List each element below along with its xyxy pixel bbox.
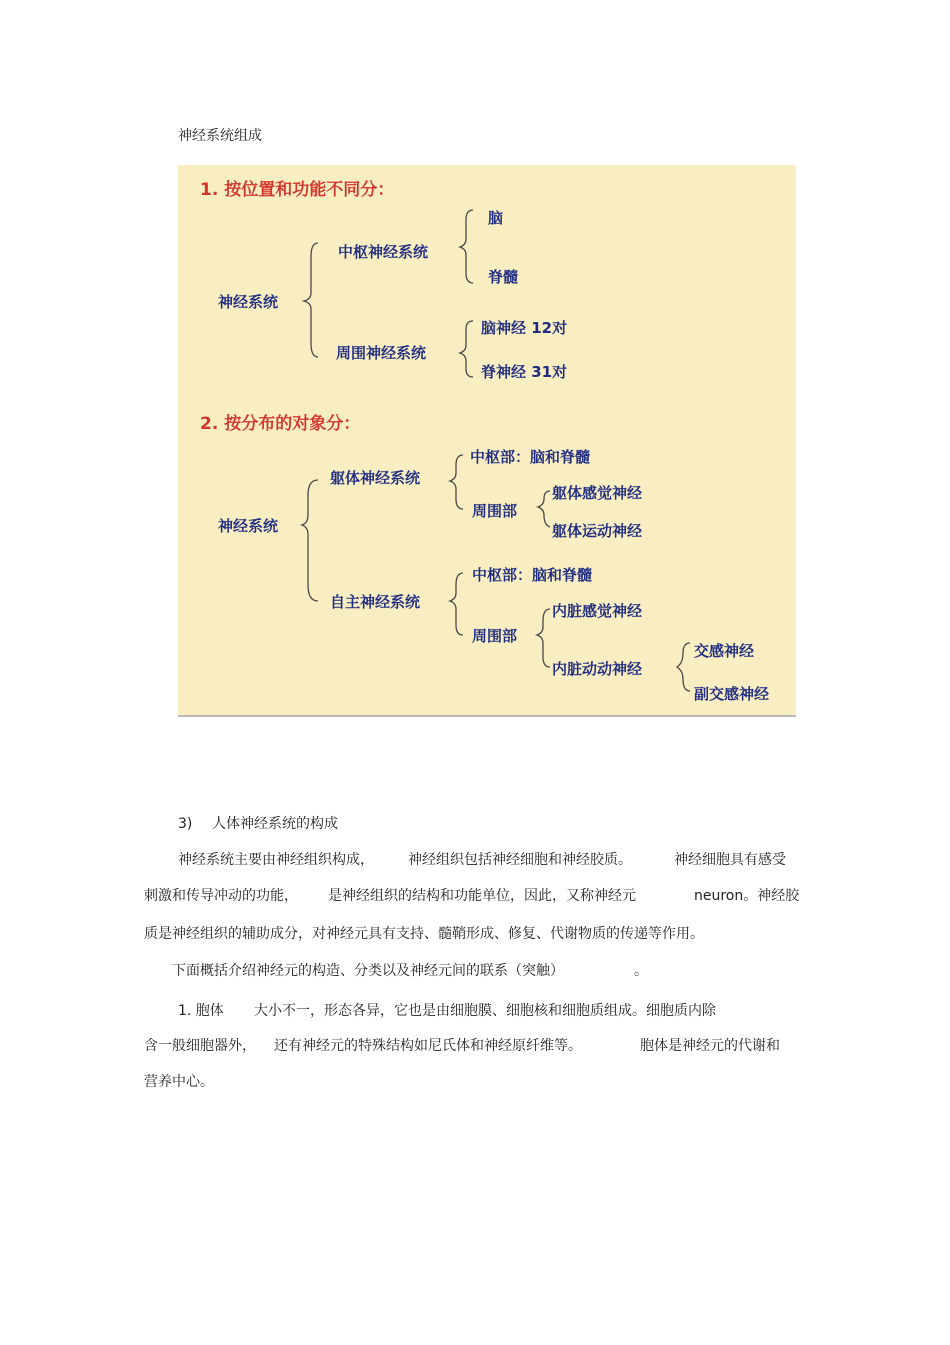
d2-somatic-peripheral: 周围部 bbox=[472, 502, 518, 520]
para3-line2-b: 还有神经元的特殊结构如尼氏体和神经原纤维等。 bbox=[274, 1038, 582, 1054]
d1-spinal-cord: 脊髓 bbox=[488, 268, 519, 286]
para1-line3: 质是神经组织的辅助成分，对神经元具有支持、髓鞘形成、修复、代谢物质的传递等作用。 bbox=[144, 926, 704, 942]
para1-line1-c: 神经细胞具有感受 bbox=[674, 852, 786, 868]
diagram-canvas bbox=[178, 165, 796, 715]
para3-line1: 大小不一，形态各异，它也是由细胞膜、细胞核和细胞质组成。细胞质内除 bbox=[254, 1003, 716, 1019]
d1-brain: 脑 bbox=[488, 209, 504, 227]
d2-visceral-sensory: 内脏感觉神经 bbox=[552, 602, 643, 620]
bracket-auto-peripheral bbox=[537, 609, 550, 667]
para3-line3: 营养中心。 bbox=[144, 1074, 214, 1090]
d2-sympathetic: 交感神经 bbox=[694, 642, 755, 660]
d2-somatic-central: 中枢部：脑和脊髓 bbox=[470, 448, 591, 466]
bracket-autonomic bbox=[450, 573, 463, 635]
diagram-heading-1: 1. 按位置和功能不同分： bbox=[200, 180, 395, 200]
d2-autonomic: 自主神经系统 bbox=[330, 593, 421, 611]
para1-line1-a: 神经系统主要由神经组织构成， bbox=[178, 852, 374, 868]
bracket-somatic bbox=[450, 455, 463, 509]
para1-line1-b: 神经组织包括神经细胞和神经胶质。 bbox=[408, 852, 632, 868]
para2-end: 。 bbox=[634, 963, 648, 979]
d2-visceral-motor: 内脏动动神经 bbox=[552, 660, 643, 678]
section-number: 3) bbox=[178, 816, 193, 832]
d1-cranial: 脑神经 12对 bbox=[481, 319, 568, 337]
bracket-root-2 bbox=[302, 480, 318, 601]
d2-auto-central: 中枢部：脑和脊髓 bbox=[472, 566, 593, 584]
d2-parasympathetic: 副交感神经 bbox=[694, 685, 770, 703]
d2-somatic-motor: 躯体运动神经 bbox=[552, 522, 643, 540]
bracket-peripheral-1 bbox=[460, 321, 473, 377]
diagram-heading-2: 2. 按分布的对象分： bbox=[200, 414, 361, 434]
para1-line2-c: neuron。神经胶 bbox=[694, 888, 800, 904]
nervous-system-diagram bbox=[178, 165, 796, 717]
d1-central: 中枢神经系统 bbox=[338, 243, 429, 261]
bracket-central-1 bbox=[460, 210, 473, 283]
d2-auto-peripheral: 周围部 bbox=[472, 627, 518, 645]
para3-heading: 1. 胞体 bbox=[178, 1003, 224, 1019]
d1-spinal: 脊神经 31对 bbox=[481, 363, 568, 381]
para1-line2-b: 是神经组织的结构和功能单位，因此，又称神经元 bbox=[328, 888, 636, 904]
figure-caption: 神经系统组成 bbox=[178, 128, 262, 144]
para2-text: 下面概括介绍神经元的构造、分类以及神经元间的联系（突触） bbox=[172, 963, 564, 979]
para1-line2-a: 刺激和传导冲动的功能， bbox=[144, 888, 298, 904]
bracket-root-1 bbox=[304, 243, 318, 357]
bracket-somatic-peripheral bbox=[538, 491, 550, 527]
d2-somatic: 躯体神经系统 bbox=[330, 469, 421, 487]
para3-line2-c: 胞体是神经元的代谢和 bbox=[640, 1038, 780, 1054]
section-title: 人体神经系统的构成 bbox=[212, 816, 338, 832]
bracket-visceral-motor bbox=[677, 643, 690, 691]
d2-root: 神经系统 bbox=[218, 517, 279, 535]
para3-line2-a: 含一般细胞器外， bbox=[144, 1038, 256, 1054]
d1-peripheral: 周围神经系统 bbox=[336, 344, 427, 362]
d1-root: 神经系统 bbox=[218, 293, 279, 311]
d2-somatic-sensory: 躯体感觉神经 bbox=[552, 484, 643, 502]
